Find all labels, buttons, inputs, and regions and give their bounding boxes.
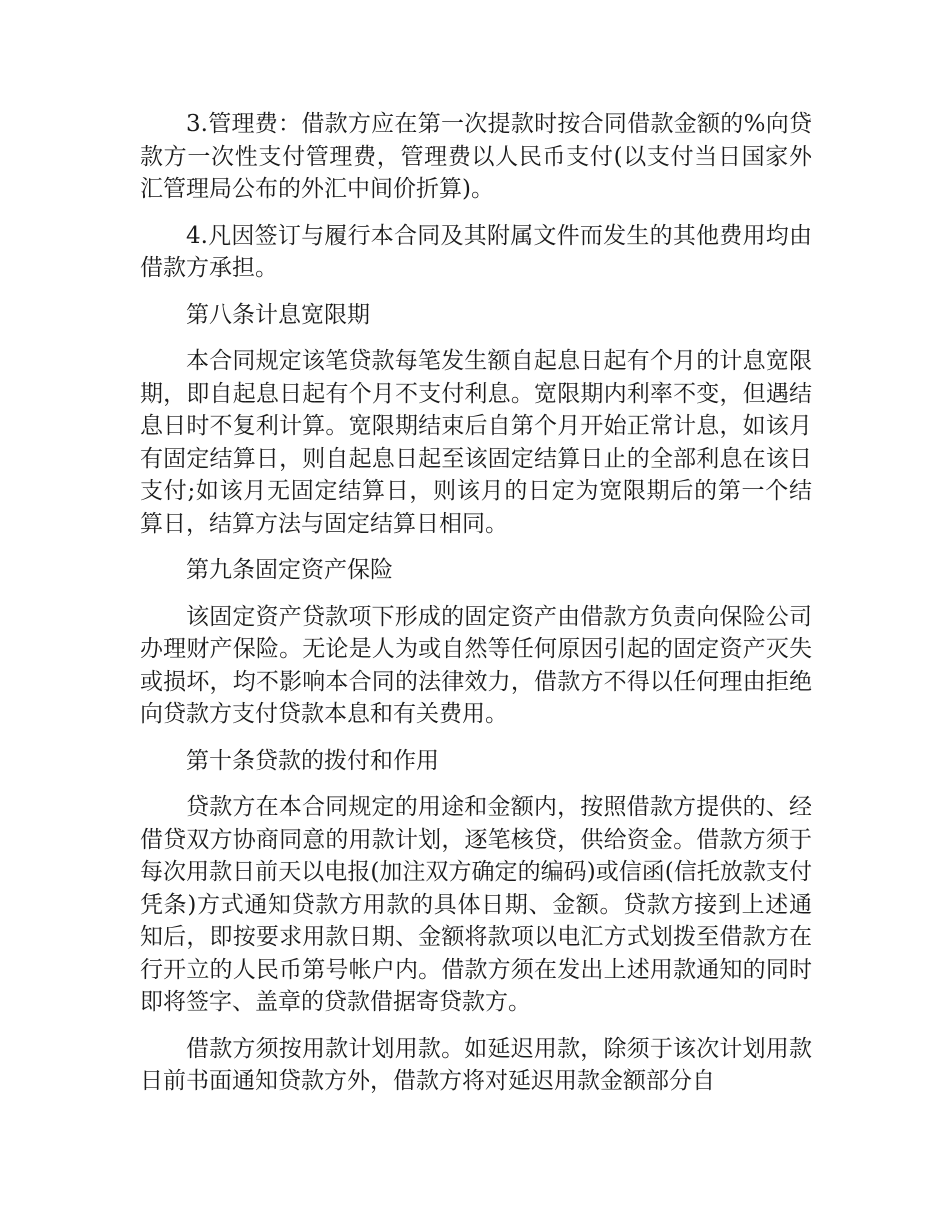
- article-9-heading: 第九条固定资产保险: [186, 557, 393, 583]
- article-8-heading: 第八条计息宽限期: [186, 301, 370, 328]
- paragraph-other-expenses: 4.凡因签订与履行本合同及其附属文件而发生的其他费用均由借款方承担。: [140, 222, 812, 281]
- paragraph-loan-disbursement: 贷款方在本合同规定的用途和金额内，按照借款方提供的、经借贷双方协商同意的用款计划，逐笔核贷，供给资金。借款方须于每次用款日前天以电报(加注双方确定的编码)或信函(信托放款支付凭条)方式通知贷款方用款的具体日期、金额。贷款方接到上述通知后，即按要求用款日期、金额将款项以电汇方式划拨至借款方在行开立的人民币第号帐户内。借款方须在发出上述用款通知的同时即将签字、盖章的贷款借据寄贷款方。: [140, 794, 812, 1015]
- paragraph-delayed-use: 借款方须按用款计划用款。如延迟用款，除须于该次计划用款日前书面通知贷款方外，借款方将对延迟用款金额部分自: [140, 1035, 812, 1094]
- paragraph-management-fee: 3.管理费：借款方应在第一次提款时按合同借款金额的%向贷款方一次性支付管理费，管理费以人民币支付(以支付当日国家外汇管理局公布的外汇中间价折算)。: [140, 111, 812, 202]
- article-10-heading: 第十条贷款的拨付和作用: [186, 747, 439, 774]
- paragraph-asset-insurance: 该固定资产贷款项下形成的固定资产由借款方负责向保险公司办理财产保险。无论是人为或自然等任何原因引起的固定资产灭失或损坏，均不影响本合同的法律效力，借款方不得以任何理由拒绝向贷款方支付贷款本息和有关费用。: [140, 603, 812, 727]
- document-page: [140, 108, 812, 1112]
- paragraph-grace-period: 本合同规定该笔贷款每笔发生额自起息日起有个月的计息宽限期，即自起息日起有个月不支付利息。宽限期内利率不变，但遇结息日时不复利计算。宽限期结束后自第个月开始正常计息，如该月有固定结算日，则自起息日起至该固定结算日止的全部利息在该日支付;如该月无固定结算日，则该月的日定为宽限期后的第一个结算日，结算方法与固定结算日相同。: [140, 348, 812, 537]
